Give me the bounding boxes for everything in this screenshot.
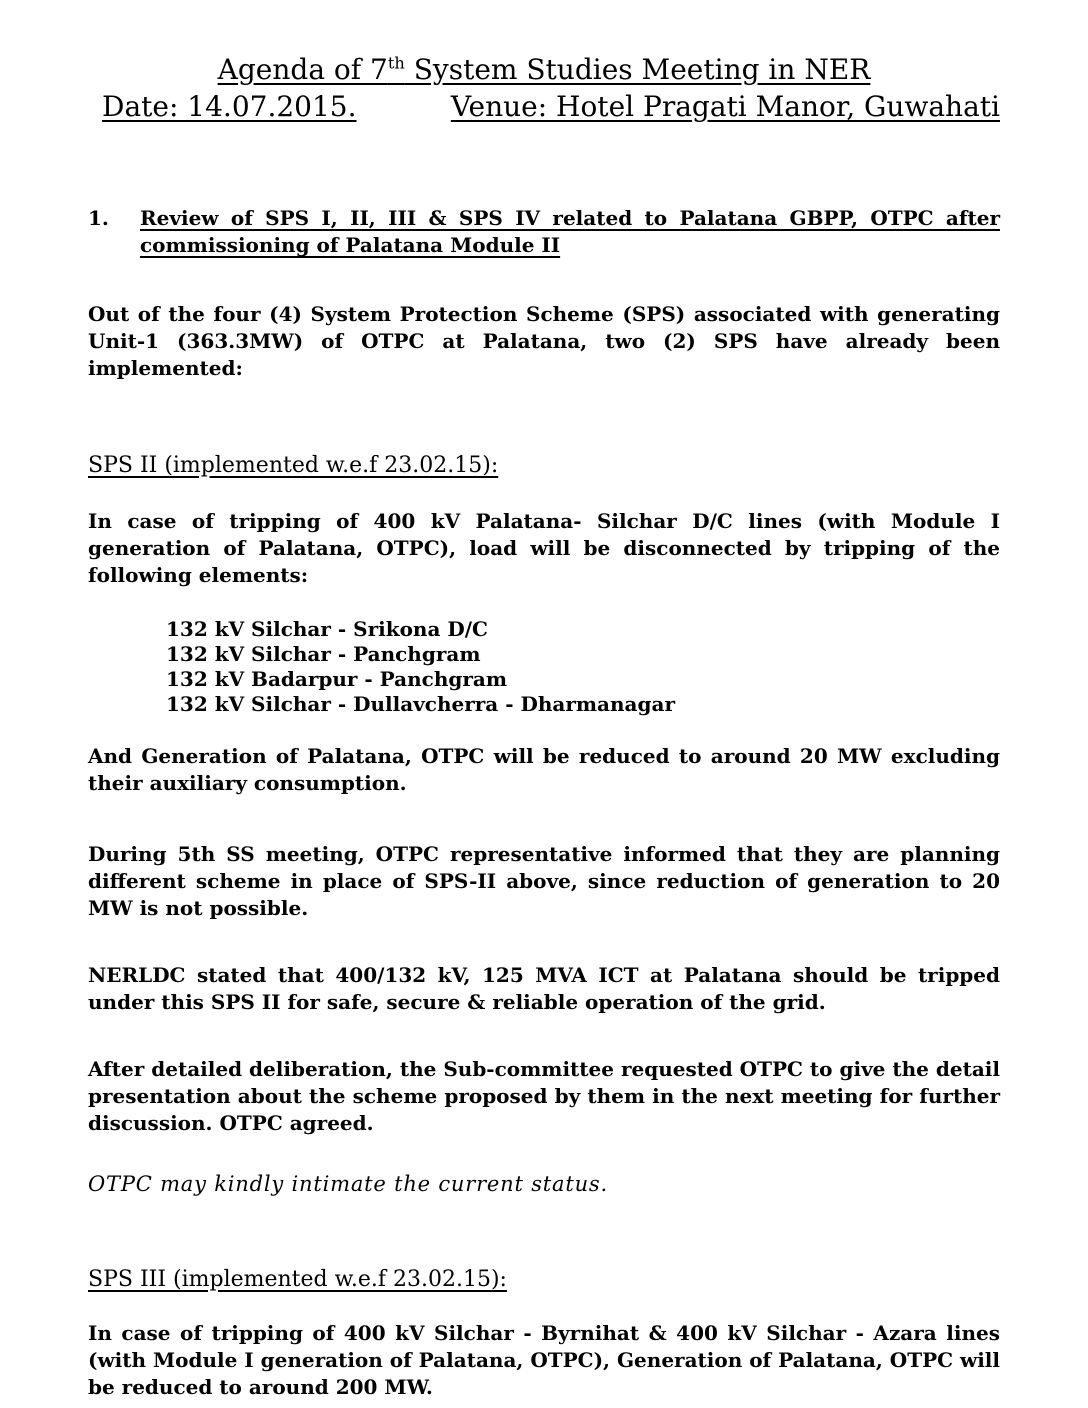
list-item: 132 kV Silchar - Srikona D/C [166, 617, 488, 641]
sps2-status-request: OTPC may kindly intimate the current status. [88, 1172, 608, 1196]
meeting-venue: Venue: Hotel Pragati Manor, Guwahati [450, 90, 1000, 123]
agenda-item-title: Review of SPS I, II, III & SPS IV related to Palatana GBPP, OTPC after commissioning of Palatana Module II [140, 206, 1000, 257]
intro-paragraph: Out of the four (4) System Protection Scheme (SPS) associated with generating Unit-1 (363.3MW) of OTPC at Palatana, two (2) SPS have already been implemented: [88, 302, 1000, 380]
list-item: 132 kV Badarpur - Panchgram [166, 667, 508, 691]
sps2-tripping-paragraph: In case of tripping of 400 kV Palatana- Silchar D/C lines (with Module I generation of Palatana, OTPC), load will be disconnected by tripping of the following elements: [88, 509, 1000, 587]
title-prefix: Agenda of 7 [217, 53, 388, 86]
sps2-generation-paragraph: And Generation of Palatana, OTPC will be reduced to around 20 MW excluding their auxiliary consumption. [88, 744, 1000, 795]
sps2-nerldc-paragraph: NERLDC stated that 400/132 kV, 125 MVA ICT at Palatana should be tripped under this SPS II for safe, secure & reliable operation of the grid. [88, 963, 1000, 1014]
document-title-text [218, 53, 871, 86]
list-item: 132 kV Silchar - Panchgram [166, 642, 481, 666]
sps2-heading: SPS II (implemented w.e.f 23.02.15): [88, 453, 499, 478]
agenda-item-number: 1. [88, 206, 109, 230]
sps3-heading: SPS III (implemented w.e.f 23.02.15): [88, 1267, 507, 1292]
sps2-element-list [166, 617, 1000, 717]
date-venue-line [88, 89, 1000, 125]
list-item: 132 kV Silchar - Dullavcherra - Dharmanagar [166, 692, 675, 716]
sps3-tripping-paragraph: In case of tripping of 400 kV Silchar - Byrnihat & 400 kV Silchar - Azara lines (with Module I generation of Palatana, OTPC), Generation of Palatana, OTPC will be reduced to around 200 MW. [88, 1321, 1001, 1399]
sps2-deliberation-paragraph: After detailed deliberation, the Sub-committee requested OTPC to give the detail presentation about the scheme proposed by them in the next meeting for further discussion. OTPC agreed. [88, 1057, 1000, 1135]
agenda-item-1 [88, 205, 1000, 259]
title-superscript: th [387, 53, 405, 73]
sps2-meeting5-paragraph: During 5th SS meeting, OTPC representative informed that they are planning different scheme in place of SPS-II above, since reduction of generation to 20 MW is not possible. [88, 842, 1000, 920]
document-title [88, 52, 1000, 88]
title-suffix: System Studies Meeting in NER [404, 53, 871, 86]
meeting-date: Date: 14.07.2015. [102, 90, 357, 123]
